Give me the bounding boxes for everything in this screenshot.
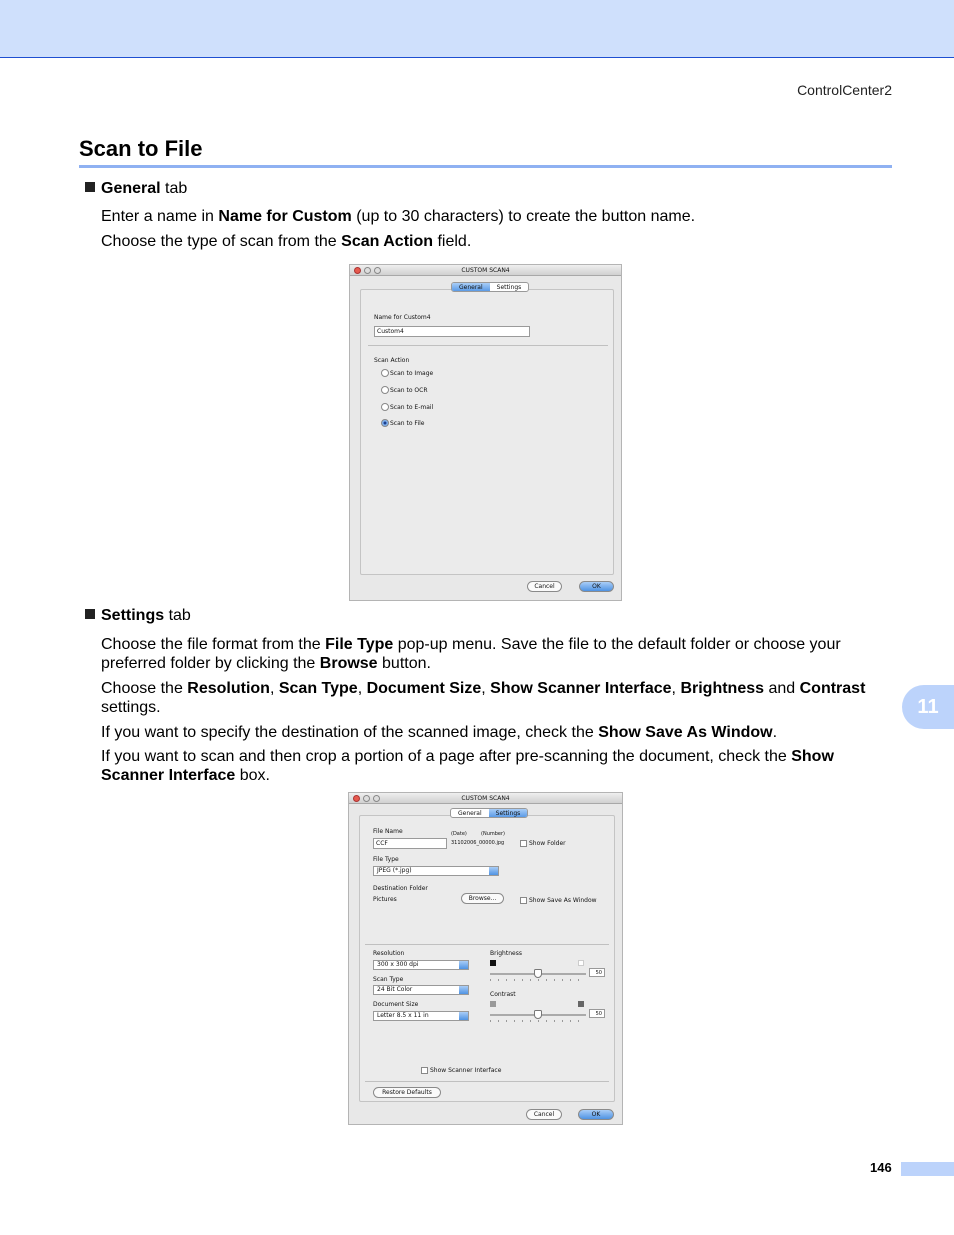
page-footer-bar xyxy=(901,1162,954,1176)
general-bullet xyxy=(85,180,187,198)
bold-text: Show Save As Window xyxy=(598,724,773,741)
scan-type-label: Scan Type xyxy=(373,976,404,983)
radio-scan-to-email[interactable] xyxy=(381,403,389,411)
file-type-label: File Type xyxy=(373,856,399,863)
contrast-slider-knob[interactable] xyxy=(534,1010,542,1019)
settings-para-3 xyxy=(101,723,901,742)
document-size-label: Document Size xyxy=(373,1001,419,1008)
name-input[interactable]: Custom4 xyxy=(374,326,530,337)
text: Choose the file format from the xyxy=(101,636,326,653)
general-para-2 xyxy=(101,232,901,251)
bold-text: Show Scanner Interface xyxy=(101,748,834,784)
tab-settings[interactable]: Settings xyxy=(496,284,522,291)
bullet-bold: General xyxy=(101,180,161,197)
divider xyxy=(368,345,608,346)
bold-text: Document Size xyxy=(366,680,482,697)
general-para-1 xyxy=(101,207,901,226)
settings-bullet xyxy=(85,607,191,625)
bullet-text: tab xyxy=(160,180,188,197)
option-label: Scan to OCR xyxy=(390,387,428,394)
zoom-icon[interactable] xyxy=(373,795,380,802)
cancel-button[interactable]: Cancel xyxy=(527,581,562,592)
ok-button[interactable]: OK xyxy=(578,1109,614,1120)
custom-scan-dialog-settings xyxy=(348,792,623,1125)
file-name-label: File Name xyxy=(373,828,403,835)
scan-type-value: 24 Bit Color xyxy=(377,986,413,993)
file-name-input[interactable]: CCF xyxy=(373,838,447,849)
close-icon[interactable] xyxy=(354,267,361,274)
tab-bar xyxy=(450,808,528,818)
chapter-tab: 11 xyxy=(902,685,954,729)
date-label: (Date) xyxy=(451,831,467,837)
resolution-value: 300 x 300 dpi xyxy=(377,961,419,968)
brightness-label: Brightness xyxy=(490,950,522,957)
radio-scan-to-ocr[interactable] xyxy=(381,386,389,394)
custom-scan-dialog-general xyxy=(349,264,622,601)
divider xyxy=(365,944,609,945)
show-save-as-label: Show Save As Window xyxy=(529,897,597,904)
settings-para-4 xyxy=(101,747,901,785)
dialog-title: CUSTOM SCAN4 xyxy=(461,795,510,802)
close-icon[interactable] xyxy=(353,795,360,802)
text: Enter a name in xyxy=(101,208,219,225)
text: (up to 30 characters) to create the button name. xyxy=(351,208,696,225)
tab-settings[interactable]: Settings xyxy=(489,809,528,817)
destination-folder-label: Destination Folder xyxy=(373,885,428,892)
bold-text: Resolution xyxy=(187,680,270,697)
text: Choose the type of scan from the xyxy=(101,233,342,250)
slider-ticks xyxy=(490,1020,586,1022)
text: Choose the xyxy=(101,680,188,697)
option-label: Scan to E-mail xyxy=(390,404,434,411)
tab-bar xyxy=(451,282,529,292)
minimize-icon[interactable] xyxy=(364,267,371,274)
popup-arrow-icon xyxy=(459,961,468,969)
destination-folder-value: Pictures xyxy=(373,896,397,903)
show-scanner-interface-label: Show Scanner Interface xyxy=(430,1067,502,1074)
show-save-as-checkbox[interactable] xyxy=(520,897,527,904)
show-folder-checkbox[interactable] xyxy=(520,840,527,847)
bullet-square-icon xyxy=(85,182,95,192)
file-type-value: JPEG (*.jpg) xyxy=(377,867,412,874)
bold-text: Name for Custom xyxy=(218,208,352,225)
settings-para-1 xyxy=(101,635,901,673)
zoom-icon[interactable] xyxy=(374,267,381,274)
file-type-popup[interactable] xyxy=(373,866,499,876)
popup-arrow-icon xyxy=(489,867,498,875)
section-title: Scan to File xyxy=(79,136,203,161)
document-size-value: Letter 8.5 x 11 in xyxy=(377,1012,429,1019)
bullet-bold: Settings xyxy=(101,607,165,624)
settings-para-2 xyxy=(101,679,901,717)
show-scanner-interface-checkbox[interactable] xyxy=(421,1067,428,1074)
ok-button[interactable]: OK xyxy=(579,581,614,592)
resolution-label: Resolution xyxy=(373,950,405,957)
scan-action-label: Scan Action xyxy=(374,357,410,364)
option-label: Scan to File xyxy=(390,420,425,427)
text: , xyxy=(481,680,491,697)
cancel-button[interactable]: Cancel xyxy=(526,1109,562,1120)
bold-text: Contrast xyxy=(799,680,866,697)
tab-general[interactable]: General xyxy=(452,283,490,291)
resolution-popup[interactable] xyxy=(373,960,469,970)
tab-general[interactable]: General xyxy=(458,810,482,817)
bold-text: File Type xyxy=(325,636,394,653)
browse-button[interactable]: Browse... xyxy=(461,893,504,904)
popup-arrow-icon xyxy=(459,1012,468,1020)
option-label: Scan to Image xyxy=(390,370,434,377)
dialog-titlebar xyxy=(349,793,622,804)
dialog-title: CUSTOM SCAN4 xyxy=(461,267,510,274)
text: , xyxy=(357,680,367,697)
bold-text: Scan Action xyxy=(341,233,434,250)
text: If you want to scan and then crop a portion of a page after pre-scanning the document, check the xyxy=(101,748,792,765)
radio-scan-to-image[interactable] xyxy=(381,369,389,377)
bullet-text: tab xyxy=(164,607,191,624)
text: pop-up menu. Save the file to the default folder or choose your preferred folder by clicking the xyxy=(101,636,841,672)
bullet-square-icon xyxy=(85,609,95,619)
dialog-titlebar xyxy=(350,265,621,276)
light-swatch-icon xyxy=(578,960,584,966)
brightness-slider-knob[interactable] xyxy=(534,969,542,978)
contrast-label: Contrast xyxy=(490,991,516,998)
popup-arrow-icon xyxy=(459,986,468,994)
text: field. xyxy=(433,233,472,250)
scan-type-popup[interactable] xyxy=(373,985,469,995)
restore-defaults-button[interactable]: Restore Defaults xyxy=(373,1087,441,1098)
high-contrast-swatch-icon xyxy=(578,1001,584,1007)
text: settings. xyxy=(101,699,161,716)
radio-scan-to-file[interactable] xyxy=(381,419,389,427)
divider xyxy=(365,1081,609,1082)
low-contrast-swatch-icon xyxy=(490,1001,496,1007)
document-size-popup[interactable] xyxy=(373,1011,469,1021)
contrast-value[interactable]: 50 xyxy=(589,1009,605,1018)
text: box. xyxy=(235,767,270,784)
text: . xyxy=(772,724,778,741)
text: button. xyxy=(377,655,431,672)
bold-text: Browse xyxy=(319,655,378,672)
slider-ticks xyxy=(490,979,586,981)
name-label: Name for Custom4 xyxy=(374,314,431,321)
show-folder-label: Show Folder xyxy=(529,840,566,847)
page-number: 146 xyxy=(870,1160,892,1175)
brightness-value[interactable]: 50 xyxy=(589,968,605,977)
bold-text: Show Scanner Interface xyxy=(490,680,672,697)
bold-text: Brightness xyxy=(680,680,765,697)
text: and xyxy=(764,680,800,697)
title-rule xyxy=(79,165,892,168)
dark-swatch-icon xyxy=(490,960,496,966)
text: , xyxy=(269,680,279,697)
text: If you want to specify the destination of the scanned image, check the xyxy=(101,724,599,741)
text: , xyxy=(671,680,681,697)
bold-text: Scan Type xyxy=(278,680,358,697)
file-name-example: 31102006_00000.jpg xyxy=(451,840,505,846)
running-header: ControlCenter2 xyxy=(797,82,892,98)
minimize-icon[interactable] xyxy=(363,795,370,802)
number-label: (Number) xyxy=(481,831,505,837)
header-band xyxy=(0,0,954,58)
